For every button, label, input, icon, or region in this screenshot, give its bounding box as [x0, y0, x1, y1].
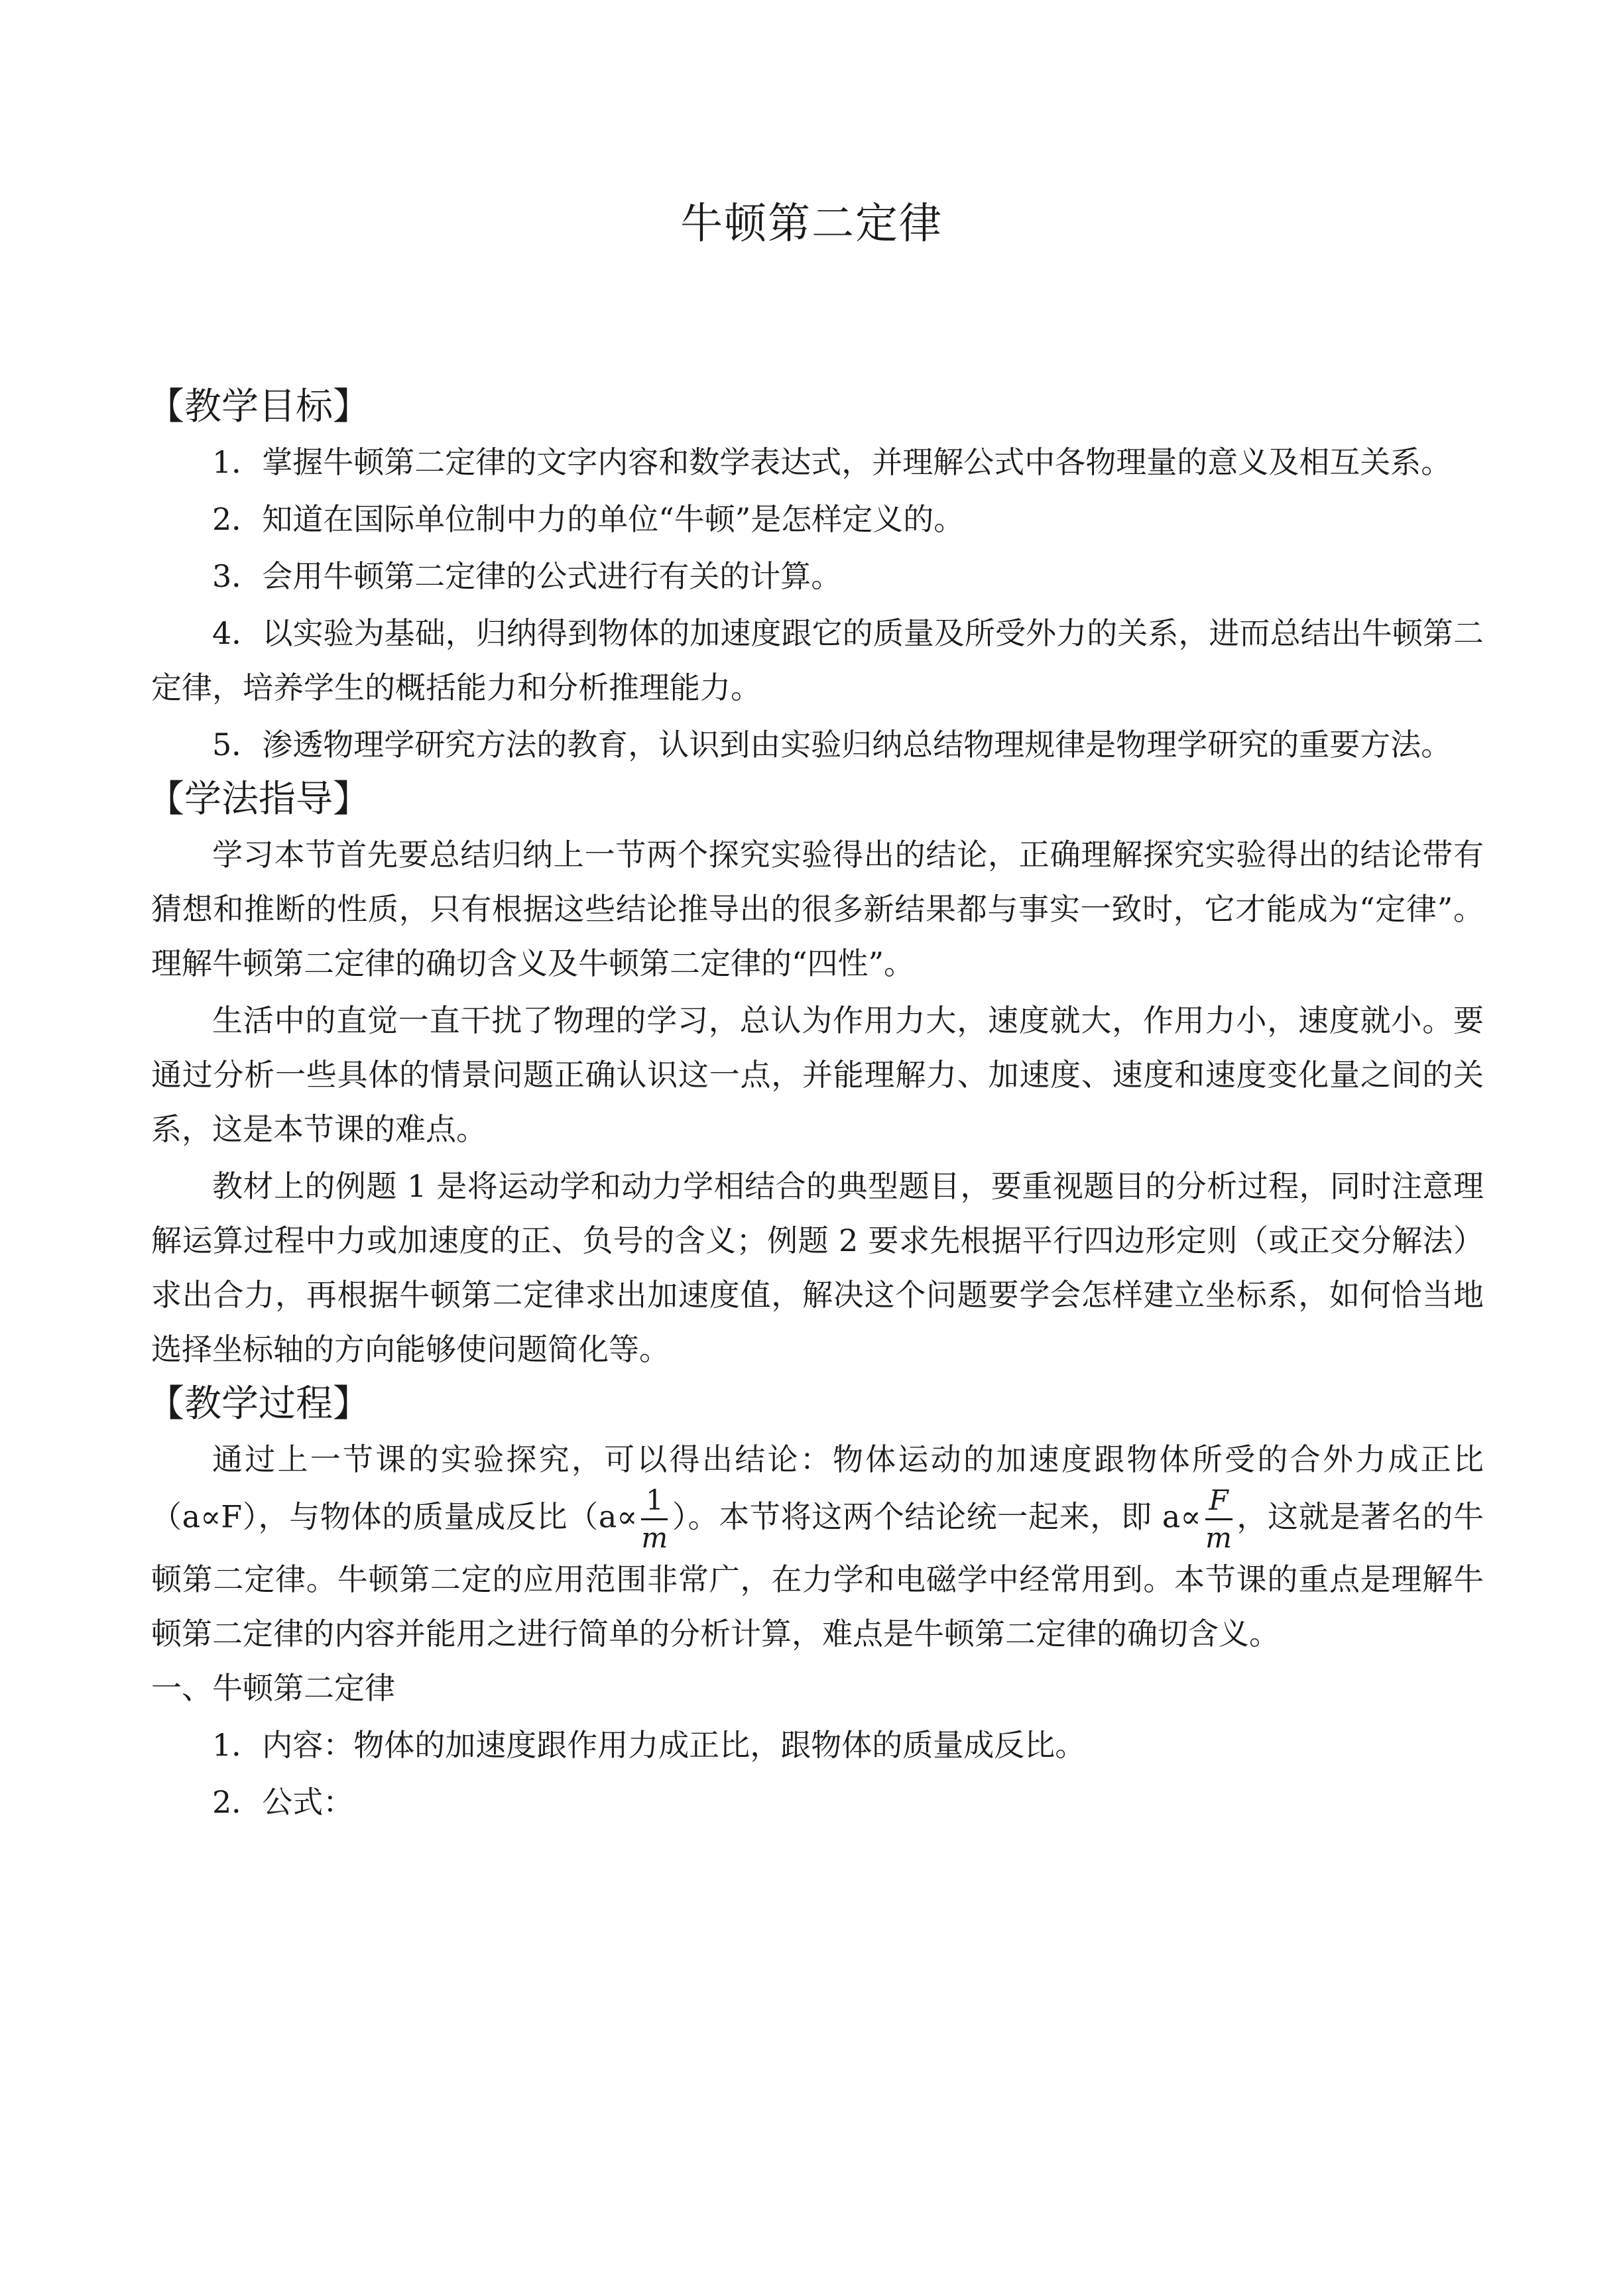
process-intro-text-3: ，这就是著名的牛顿第二定律。牛顿第二定的应用范围非常广，在力学和电磁学中经常用到。本节课的重点是理解牛顿第二定律的内容并能用之进行简单的分析计算，难点是牛顿第二定律的确切含义。 — [151, 1498, 1484, 1652]
method-paragraph-1: 学习本节首先要总结归纳上一节两个探究实验得出的结论，正确理解探究实验得出的结论带有猜想和推断的性质，只有根据这些结论推导出的很多新结果都与事实一致时，它才能成为“定律”。理解牛顿第二定律的确切含义及牛顿第二定律的“四性”。 — [151, 837, 1484, 981]
objective-item-3: 3．会用牛顿第二定律的公式进行有关的计算。 — [212, 558, 842, 594]
fraction-one-over-m-numerator: 1 — [641, 1486, 668, 1520]
fraction-f-over-m-numerator: F — [1205, 1486, 1232, 1520]
fraction-f-over-m-denominator: m — [1205, 1522, 1232, 1554]
process-intro-text-1: 通过上一节课的实验探究，可以得出结论：物体运动的加速度跟物体所受的合外力成正比（a∝F），与物体的质量成反比（a∝ — [151, 1441, 1484, 1535]
law-formula-item: 2．公式： — [212, 1784, 354, 1820]
page-title: 牛顿第二定律 — [680, 200, 943, 249]
section-heading-method: 【学法指导】 — [147, 778, 370, 821]
subheading-newton-second-law: 一、牛顿第二定律 — [151, 1670, 395, 1706]
fraction-one-over-m-denominator: m — [641, 1522, 668, 1554]
method-paragraph-2: 生活中的直觉一直干扰了物理的学习，总认为作用力大，速度就大，作用力小，速度就小。要通过分析一些具体的情景问题正确认识这一点，并能理解力、加速度、速度和速度变化量之间的关系，这是本节课的难点。 — [151, 1002, 1484, 1147]
method-paragraph-3: 教材上的例题 1 是将运动学和动力学相结合的典型题目，要重视题目的分析过程，同时注意理解运算过程中力或加速度的正、负号的含义；例题 2 要求先根据平行四边形定则（或正交分解法）求出合力，再根据牛顿第二定律求出加速度值，解决这个问题要学会怎样建立坐标系，如何恰当地选择坐标轴的方向能够使问题简化等。 — [151, 1168, 1484, 1367]
section-heading-objectives: 【教学目标】 — [147, 385, 370, 428]
document-body — [147, 379, 1484, 1829]
objective-item-5: 5．渗透物理学研究方法的教育，认识到由实验归纳总结物理规律是物理学研究的重要方法。 — [212, 727, 1452, 762]
section-heading-process: 【教学过程】 — [147, 1382, 370, 1425]
law-content-item: 1．内容：物体的加速度跟作用力成正比，跟物体的质量成反比。 — [212, 1727, 1086, 1763]
objective-item-2: 2．知道在国际单位制中力的单位“牛顿”是怎样定义的。 — [212, 501, 965, 537]
objective-item-1: 1．掌握牛顿第二定律的文字内容和数学表达式，并理解公式中各物理量的意义及相互关系。 — [212, 444, 1452, 480]
objective-item-4: 4．以实验为基础，归纳得到物体的加速度跟它的质量及所受外力的关系，进而总结出牛顿第二定律，培养学生的概括能力和分析推理能力。 — [151, 615, 1484, 705]
process-intro-text-2: ）。本节将这两个结论统一起来，即 a∝ — [672, 1498, 1201, 1535]
fraction-f-over-m — [1205, 1486, 1232, 1552]
process-intro-paragraph — [151, 1432, 1484, 1661]
fraction-one-over-m — [641, 1486, 668, 1552]
